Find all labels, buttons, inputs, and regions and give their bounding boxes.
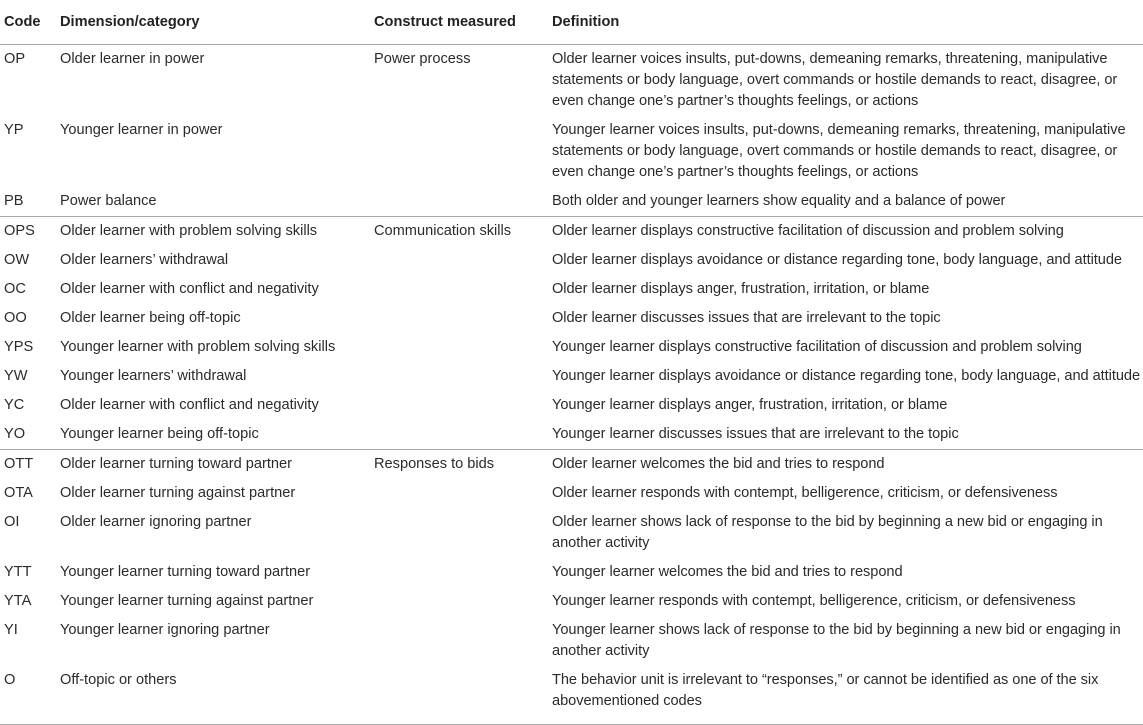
cell-code (0, 587, 58, 616)
cell-definition-text: Older learner shows lack of response to the bid by beginning a new bid or engaging in another activity (552, 514, 1103, 551)
cell-construct (370, 246, 548, 275)
cell-definition (548, 616, 1143, 666)
cell-code (0, 391, 58, 420)
cell-code (0, 616, 58, 666)
cell-definition (548, 362, 1143, 391)
cell-construct (370, 116, 548, 187)
cell-dimension (58, 508, 370, 558)
cell-construct (370, 187, 548, 217)
cell-dimension (58, 616, 370, 666)
table-row (0, 558, 1143, 587)
table-header (0, 0, 1143, 45)
cell-definition-text: Older learner displays avoidance or distance regarding tone, body language, and attitude (552, 252, 1123, 268)
table-body (0, 45, 1143, 725)
cell-definition-text: Younger learner discusses issues that are irrelevant to the topic (552, 426, 959, 442)
cell-code-text: OI (4, 514, 20, 530)
cell-definition (548, 391, 1143, 420)
cell-dimension-text: Older learner ignoring partner (60, 514, 252, 530)
table-row (0, 45, 1143, 117)
table-row (0, 333, 1143, 362)
cell-dimension-text: Off-topic or others (60, 672, 177, 688)
cell-dimension-text: Older learner with conflict and negativity (60, 397, 319, 413)
cell-definition-text: The behavior unit is irrelevant to “responses,” or cannot be identified as one of the six abovementioned codes (552, 672, 1099, 709)
cell-code-text: YO (4, 426, 26, 442)
cell-definition-text: Younger learner welcomes the bid and tries to respond (552, 564, 903, 580)
cell-code (0, 666, 58, 725)
cell-dimension-text: Power balance (60, 193, 157, 209)
table-row (0, 116, 1143, 187)
cell-dimension (58, 587, 370, 616)
cell-definition (548, 666, 1143, 725)
cell-definition-text: Younger learner displays avoidance or distance regarding tone, body language, and attitude (552, 368, 1141, 384)
cell-dimension (58, 275, 370, 304)
cell-definition (548, 450, 1143, 480)
cell-code-text: YP (4, 122, 24, 138)
cell-definition (548, 45, 1143, 117)
cell-definition (548, 587, 1143, 616)
cell-code-text: O (4, 672, 16, 688)
cell-definition-text: Older learner displays constructive facilitation of discussion and problem solving (552, 223, 1064, 239)
cell-code (0, 558, 58, 587)
cell-construct-text: Responses to bids (374, 456, 495, 472)
cell-construct (370, 420, 548, 450)
cell-construct-text: Communication skills (374, 223, 512, 239)
cell-dimension (58, 333, 370, 362)
cell-dimension (58, 217, 370, 247)
cell-dimension-text: Younger learner turning against partner (60, 593, 314, 609)
cell-definition-text: Older learner displays anger, frustration, irritation, or blame (552, 281, 930, 297)
table-row (0, 391, 1143, 420)
cell-dimension-text: Older learner with conflict and negativity (60, 281, 319, 297)
cell-code-text: PB (4, 193, 24, 209)
header-row (0, 0, 1143, 45)
cell-code (0, 275, 58, 304)
cell-code-text: YI (4, 622, 18, 638)
cell-dimension-text: Younger learner being off-topic (60, 426, 259, 442)
cell-construct (370, 45, 548, 117)
table-row (0, 479, 1143, 508)
cell-code-text: OO (4, 310, 27, 326)
header-construct: Construct measured (370, 0, 548, 45)
cell-dimension (58, 420, 370, 450)
cell-dimension (58, 362, 370, 391)
cell-definition (548, 187, 1143, 217)
cell-dimension (58, 187, 370, 217)
header-dimension: Dimension/category (58, 0, 370, 45)
table-row (0, 450, 1143, 480)
cell-construct (370, 275, 548, 304)
cell-construct (370, 666, 548, 725)
cell-code-text: OW (4, 252, 30, 268)
cell-code (0, 450, 58, 480)
cell-construct-text: Power process (374, 51, 471, 67)
header-code: Code (0, 0, 58, 45)
cell-construct (370, 304, 548, 333)
cell-dimension (58, 391, 370, 420)
table-row (0, 616, 1143, 666)
cell-dimension (58, 246, 370, 275)
cell-dimension (58, 479, 370, 508)
table-row (0, 187, 1143, 217)
cell-dimension (58, 304, 370, 333)
cell-definition (548, 116, 1143, 187)
cell-code (0, 304, 58, 333)
cell-definition-text: Younger learner responds with contempt, belligerence, criticism, or defensiveness (552, 593, 1076, 609)
table-row (0, 275, 1143, 304)
cell-dimension-text: Older learner turning toward partner (60, 456, 292, 472)
cell-code-text: OTT (4, 456, 34, 472)
cell-definition (548, 304, 1143, 333)
cell-construct (370, 450, 548, 480)
cell-dimension-text: Younger learner in power (60, 122, 223, 138)
cell-code-text: YPS (4, 339, 34, 355)
cell-construct (370, 558, 548, 587)
cell-dimension-text: Older learner turning against partner (60, 485, 296, 501)
cell-dimension-text: Younger learner ignoring partner (60, 622, 270, 638)
cell-dimension-text: Younger learner with problem solving skills (60, 339, 336, 355)
cell-code-text: YC (4, 397, 25, 413)
table-row (0, 217, 1143, 247)
cell-definition (548, 275, 1143, 304)
table-row (0, 304, 1143, 333)
cell-code (0, 479, 58, 508)
cell-definition-text: Younger learner displays anger, frustration, irritation, or blame (552, 397, 948, 413)
cell-definition (548, 333, 1143, 362)
cell-definition-text: Older learner voices insults, put-downs, demeaning remarks, threatening, manipulative statements or body language, overt commands or hostile demands to react, disagree, or even change one’s partner’s thoughts feelings, or actions (552, 51, 1118, 109)
cell-definition-text: Older learner responds with contempt, belligerence, criticism, or defensiveness (552, 485, 1058, 501)
cell-dimension-text: Older learner being off-topic (60, 310, 241, 326)
table-row (0, 362, 1143, 391)
table-row (0, 587, 1143, 616)
table-row (0, 508, 1143, 558)
cell-code-text: OPS (4, 223, 35, 239)
cell-code-text: OC (4, 281, 26, 297)
cell-construct (370, 508, 548, 558)
cell-definition (548, 558, 1143, 587)
cell-code-text: OTA (4, 485, 33, 501)
cell-construct (370, 616, 548, 666)
cell-definition-text: Both older and younger learners show equality and a balance of power (552, 193, 1006, 209)
cell-code (0, 246, 58, 275)
header-definition: Definition (548, 0, 1143, 45)
cell-dimension (58, 666, 370, 725)
table-row (0, 666, 1143, 725)
cell-definition (548, 217, 1143, 247)
cell-dimension-text: Younger learner turning toward partner (60, 564, 311, 580)
cell-code-text: YTA (4, 593, 32, 609)
cell-dimension (58, 450, 370, 480)
cell-dimension-text: Older learner in power (60, 51, 205, 67)
cell-construct (370, 587, 548, 616)
cell-code (0, 217, 58, 247)
cell-construct (370, 391, 548, 420)
cell-dimension-text: Older learner with problem solving skills (60, 223, 318, 239)
cell-definition (548, 420, 1143, 450)
cell-definition-text: Younger learner voices insults, put-downs, demeaning remarks, threatening, manipulative statements or body language, overt commands or hostile demands to react, disagree, or even change one’s partner’s thoughts feelings, or actions (552, 122, 1126, 180)
cell-dimension (58, 558, 370, 587)
cell-code (0, 362, 58, 391)
cell-dimension (58, 116, 370, 187)
cell-definition (548, 479, 1143, 508)
cell-code (0, 508, 58, 558)
cell-code (0, 333, 58, 362)
cell-code (0, 187, 58, 217)
table-row (0, 246, 1143, 275)
cell-code-text: YTT (4, 564, 32, 580)
cell-definition-text: Older learner discusses issues that are irrelevant to the topic (552, 310, 941, 326)
cell-definition (548, 508, 1143, 558)
cell-code (0, 116, 58, 187)
cell-dimension-text: Younger learners’ withdrawal (60, 368, 247, 384)
cell-construct (370, 362, 548, 391)
cell-dimension (58, 45, 370, 117)
cell-code-text: OP (4, 51, 26, 67)
cell-definition-text: Younger learner displays constructive facilitation of discussion and problem solving (552, 339, 1082, 355)
cell-definition-text: Younger learner shows lack of response to the bid by beginning a new bid or engaging in another activity (552, 622, 1121, 659)
cell-construct (370, 217, 548, 247)
cell-code (0, 420, 58, 450)
cell-definition (548, 246, 1143, 275)
table-row (0, 420, 1143, 450)
cell-definition-text: Older learner welcomes the bid and tries to respond (552, 456, 885, 472)
cell-code (0, 45, 58, 117)
cell-dimension-text: Older learners’ withdrawal (60, 252, 229, 268)
cell-construct (370, 479, 548, 508)
cell-code-text: YW (4, 368, 28, 384)
cell-construct (370, 333, 548, 362)
